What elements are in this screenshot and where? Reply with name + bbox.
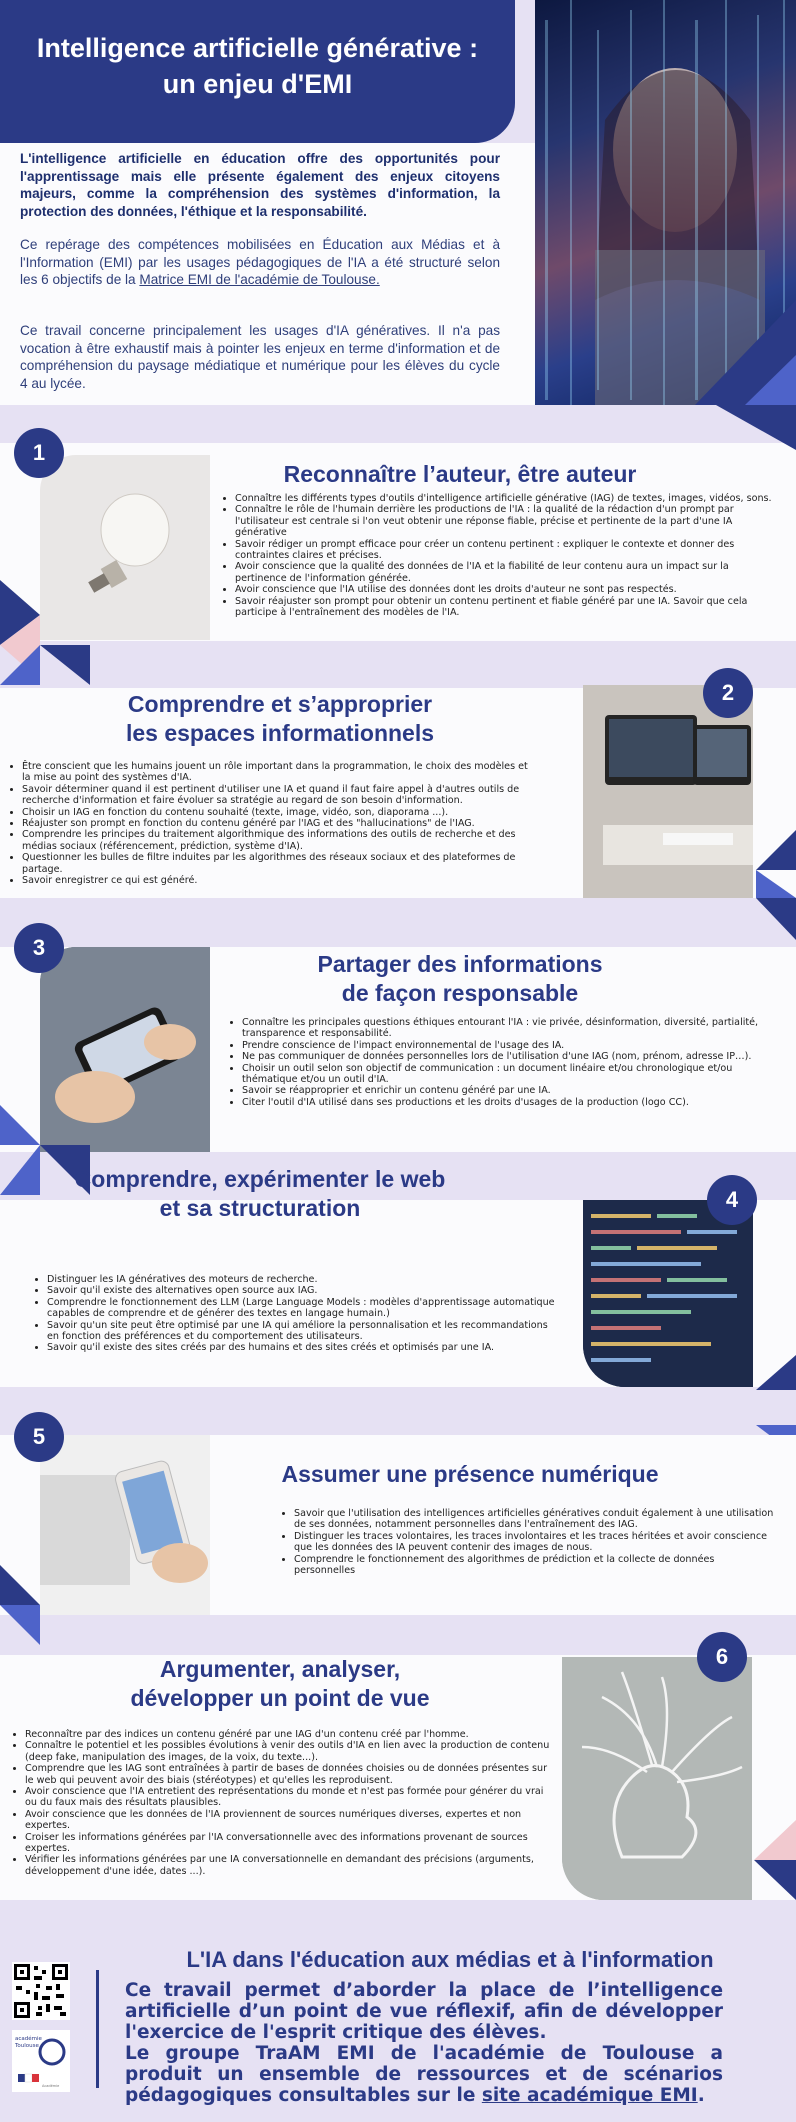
section-3-title: Partager des informations de façon responsable [317, 951, 603, 1006]
section-2-list [10, 761, 535, 886]
academy-logo [12, 2030, 70, 2092]
list-item: • Connaître les principales questions éthiques entourant l'IA : vie privée, désinformation, diversité, partialité, transparence et responsabilité. [242, 1017, 775, 1040]
intro-paragraph-3: Ce travail concerne principalement les usages d'IA génératives. Il n'a pas vocation à être exhaustif mais à pointer les enjeux en terme d'information et de compréhension du paysage médiatique et numérique pour les élèves du cycle 4 au lycée. [20, 323, 500, 391]
triangle-decor-icon [716, 830, 796, 950]
list-item: • Citer l'outil d'IA utilisé dans ses productions et les droits d'usages de la production (logo CC). [242, 1097, 775, 1108]
list-item: • Savoir rédiger un prompt efficace pour créer un contenu pertinent : expliquer le contexte et donner des contraintes claires et précises. [235, 539, 783, 562]
list-item: • Vérifier les informations générées par une IA conversationnelle en demandant des précisions (arguments, développement d'une idée, dates ...). [25, 1854, 550, 1877]
triangle-decor-icon [716, 405, 796, 450]
list-item: • Connaître le rôle de l'humain derrière les productions de l'IA : la qualité de la rédaction d'un prompt par l'utilisateur est centrale si l'on veut obtenir une réponse fiable, précise et pertinente de la part d'une IA générative [235, 504, 783, 538]
section-3-number: 3 [14, 923, 64, 973]
hero-image-ai-face [535, 0, 796, 405]
list-item: • Comprendre le fonctionnement des LLM (Large Language Models : modèles d'apprentissage automatique capables de comprendre et de générer des textes en langage humain.) [47, 1297, 560, 1320]
footer-text: Ce travail permet d’aborder la place de l’intelligence artificielle d’un point de vue réflexif, afin de développer l'exercice de l'esprit critique des élèves. Le groupe TraAM EMI de l'académie de Toulouse a produit un ensemble de ressources et de scénarios pédagogiques consultables sur le site académique EMI. [125, 1980, 723, 2106]
qr-code[interactable] [12, 1962, 70, 2020]
list-item: • Reconnaître par des indices un contenu généré par une IAG d'un contenu créé par l'homme. [25, 1729, 550, 1740]
intro-bold-text: L'intelligence artificielle en éducation offre des opportunités pour l'apprentissage mais elle présente également des enjeux citoyens majeurs, comme la compréhension des systèmes d'information, la protection des données, l'éthique et la responsabilité. [20, 151, 500, 219]
list-item: • Avoir conscience que les données de l'IA proviennent de sources numériques diverses, expertes et non expertes. [25, 1809, 550, 1832]
list-item: • Choisir un outil selon son objectif de communication : un document linéaire et/ou chronologique et/ou thématique et/ou un outil d'IA. [242, 1063, 775, 1086]
decor-triangles-5 [0, 1565, 100, 1659]
section-4-title: Comprendre, expérimenter le web et sa structuration [74, 1166, 446, 1221]
academy-logo-subtext: Académie [42, 2084, 60, 2088]
qr-code-icon [12, 1962, 70, 2020]
list-item: • Savoir que l'utilisation des intelligences artificielles génératives conduit également à une utilisation de ses données, notamment personnelles dans l'entraînement des IAG. [294, 1508, 777, 1531]
list-item: • Ne pas communiquer de données personnelles lors de l'utilisation d'une IAG (nom, prénom, adresse IP…). [242, 1051, 775, 1062]
brain-arrows-image [562, 1657, 752, 1900]
list-item: • Savoir qu'il existe des sites créés par des humains et des sites créés et optimisés par une IA. [47, 1342, 560, 1353]
head-arrows-icon [562, 1657, 752, 1900]
list-item: • Avoir conscience que l'IA entretient des représentations du monde et n'est pas formée pour générer du vrai ou du faux mais des résultats plausibles. [25, 1786, 550, 1809]
triangle-decor-icon [754, 1820, 796, 1900]
list-item: • Croiser les informations générées par l'IA conversationnelle avec des informations provenant de sources expertes. [25, 1832, 550, 1855]
section-2-title: Comprendre et s’approprier les espaces informationnels [125, 691, 435, 746]
list-item: • Être conscient que les humains jouent un rôle important dans la programmation, le choix des modèles et la mise au point des systèmes d'IA. [22, 761, 535, 784]
section-2-items [10, 761, 535, 886]
section-4-items [35, 1274, 560, 1354]
list-item: • Distinguer les traces volontaires, les traces involontaires et les traces héritées et avoir conscience que les données des IA peuvent contenir des images de nous. [294, 1531, 777, 1554]
list-item: • Savoir réajuster son prompt pour obtenir un contenu pertinent et fiable généré par une IA. Savoir que cela participe à l'entraînement des modèles de l'IA. [235, 596, 783, 619]
intro-paragraph-2: Ce repérage des compétences mobilisées en Éducation aux Médias et à l'Information (EMI) par les usages pédagogiques de l'IA a été structuré selon les 6 objectifs de la Matrice EMI de l'académie de Toulouse. [20, 237, 500, 287]
list-item: • Choisir un IAG en fonction du contenu souhaité (texte, image, vidéo, son, diaporama ...). [22, 807, 535, 818]
academy-logo-text: académie Toulouse [15, 2036, 42, 2049]
list-item: • Savoir enregistrer ce qui est généré. [22, 875, 535, 886]
decor-triangle-top-1 [716, 405, 796, 454]
hero-illustration [535, 0, 796, 405]
section-6-title: Argumenter, analyser, développer un point de vue [130, 1656, 430, 1711]
title-banner [0, 0, 515, 143]
section-5-list [282, 1508, 777, 1576]
section-1-title: Reconnaître l’auteur, être auteur [283, 461, 637, 487]
section-1-number: 1 [14, 428, 64, 478]
section-6-list [13, 1729, 550, 1877]
list-item: • Questionner les bulles de filtre induites par les algorithmes des réseaux sociaux et des plateformes de partage. [22, 852, 535, 875]
list-item: • Savoir se réapproprier et enrichir un contenu généré par une IA. [242, 1085, 775, 1096]
list-item: • Réajuster son prompt en fonction du contenu généré par l'IAG et des "hallucinations" de l'IAG. [22, 818, 535, 829]
list-item: • Comprendre que les IAG sont entraînées à partir de bases de données choisies ou de données présentes sur le web qui peuvent avoir des biais (stéréotypes) et qu'elles les reproduisent. [25, 1763, 550, 1786]
matrice-emi-link[interactable]: Matrice EMI de l'académie de Toulouse. [139, 272, 380, 287]
decor-triangles-1 [0, 580, 100, 694]
section-5-number: 5 [14, 1412, 64, 1462]
list-item: • Comprendre le fonctionnement des algorithmes de prédiction et la collecte de données personnelles [294, 1554, 777, 1577]
section-2-number: 2 [703, 668, 753, 718]
triangle-decor-icon [0, 580, 100, 690]
section-3-items [230, 1017, 775, 1108]
list-item: • Prendre conscience de l'impact environnemental de l'usage des IA. [242, 1040, 775, 1051]
section-4-list [35, 1274, 560, 1354]
list-item: • Connaître le potentiel et les possibles évolutions à venir des outils d'IA en lien avec la production de contenu (deep fake, manipulation des images, de la voix, du texte...). [25, 1740, 550, 1763]
list-item: • Comprendre les principes du traitement algorithmique des informations des outils de recherche et des médias sociaux (référencement, prédiction, système d'IA). [22, 829, 535, 852]
list-item: • Savoir qu'un site peut être optimisé par une IA qui améliore la personnalisation et les recommandations en fonction des préférences et du comportement des utilisateurs. [47, 1320, 560, 1343]
section-4-number: 4 [707, 1175, 757, 1225]
triangle-decor-icon [0, 1565, 100, 1655]
page-title: Intelligence artificielle générative : un enjeu d'EMI [36, 33, 479, 99]
section-1-items [223, 493, 783, 618]
section-6-items [13, 1729, 550, 1877]
section-5-items [282, 1508, 777, 1576]
site-academique-link[interactable]: site académique EMI [481, 2085, 698, 2106]
list-item: • Savoir déterminer quand il est pertinent d'utiliser une IA et quand il faut faire appel à d'autres outils de recherche d'information et faire évoluer sa stratégie au regard de son besoin d'information. [22, 784, 535, 807]
decor-triangles-2 [716, 830, 796, 954]
decor-triangles-6 [754, 1820, 796, 1904]
list-item: • Avoir conscience que l'IA utilise des données dont les droits d'auteur ne sont pas respectés. [235, 584, 783, 595]
section-6-number: 6 [697, 1632, 747, 1682]
list-item: • Distinguer les IA génératives des moteurs de recherche. [47, 1274, 560, 1285]
section-3-list [230, 1017, 775, 1108]
list-item: • Savoir qu'il existe des alternatives open source aux IAG. [47, 1285, 560, 1296]
section-5-title: Assumer une présence numérique [281, 1461, 659, 1487]
footer-title: L'IA dans l'éducation aux médias et à l'information [186, 1947, 714, 1972]
footer-divider [96, 1970, 99, 2088]
list-item: • Avoir conscience que la qualité des données de l'IA et la fiabilité de leur contenu aura un impact sur la pertinence de l'information générée. [235, 561, 783, 584]
section-1-list [223, 493, 783, 618]
list-item: • Connaître les différents types d'outils d'intelligence artificielle générative (IAG) de textes, images, vidéos, sons. [235, 493, 783, 504]
